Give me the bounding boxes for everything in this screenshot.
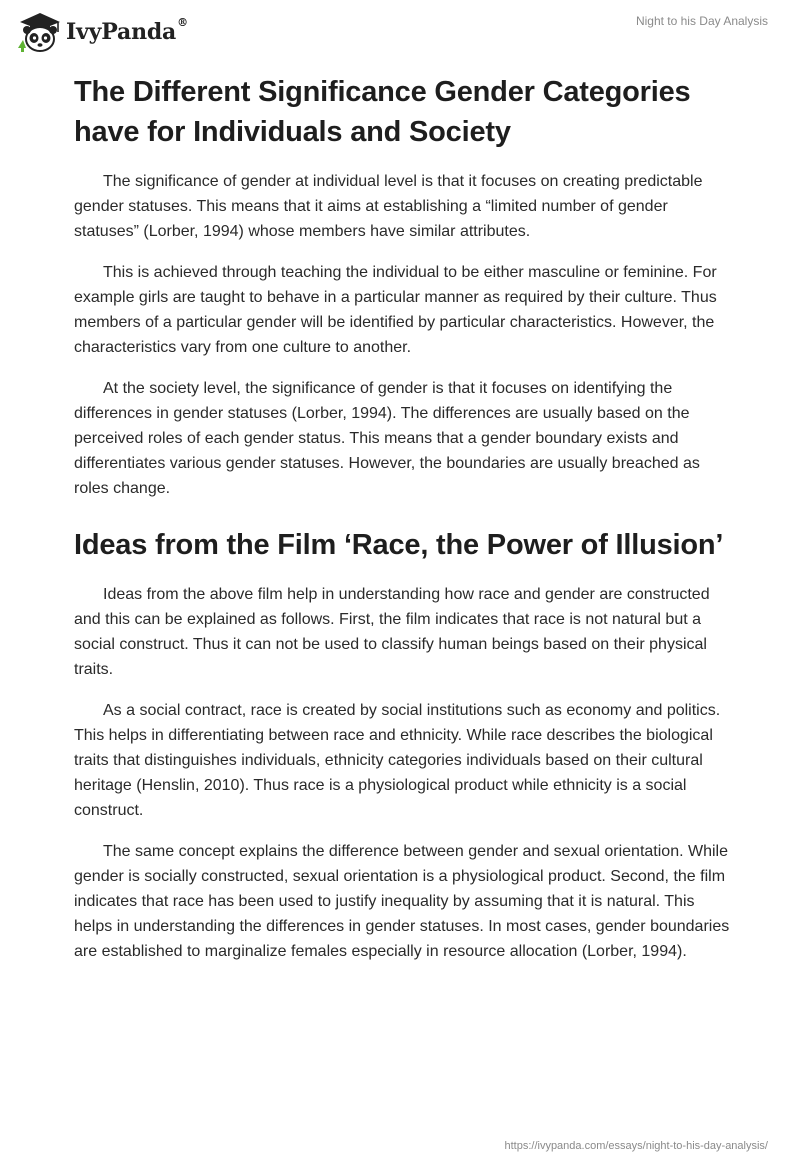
document-title: Night to his Day Analysis [635,14,768,28]
paragraph: The significance of gender at individual level is that it focuses on creating predictable gender statuses. This means that it aims at establishing a “limited number of gender statuses” (Lorber, 1994) whose members have similar attributes. [74,173,703,240]
paragraph: The same concept explains the difference between gender and sexual orientation. While gender is socially constructed, sexual orientation is a physiological product. Second, the film indicates that race has been used to justify inequality by assuming that it is natural. This helps in understanding the differences in gender statuses. In most cases, gender boundaries are established to marginalize females especially in resource allocation (Lorber, 1994). [74,843,730,960]
section-heading: The Different Significance Gender Categories have for Individuals and Society [74,76,691,148]
ivypanda-logo[interactable] [14,8,188,56]
paragraph: At the society level, the significance of gender is that it focuses on identifying the differences in gender statuses (Lorber, 1994). The differences are usually based on the perceived roles of each gender status. This means that a gender boundary exists and differentiates various gender statuses. However, the boundaries are usually breached as roles change. [74,380,700,497]
article-body [74,72,734,980]
panda-graduate-icon [14,8,62,56]
section-heading: Ideas from the Film ‘Race, the Power of Illusion’ [74,529,724,561]
source-url[interactable]: https://ivypanda.com/essays/night-to-his-day-analysis/ [504,1140,768,1152]
section-film-ideas [74,525,734,964]
paragraph: This is achieved through teaching the individual to be either masculine or feminine. For example girls are taught to behave in a particular manner as required by their culture. Thus members of a particular gender will be identified by particular characteristics. However, the characteristics vary from one culture to another. [74,264,717,356]
section-gender-significance [74,72,734,501]
brand-name: IvyPanda® [66,16,188,45]
paragraph: As a social contract, race is created by social institutions such as economy and politics. This helps in differentiating between race and ethnicity. While race describes the biological traits that distinguishes individuals, ethnicity categories individuals based on their cultural heritage (Henslin, 2010). Thus race is a physiological product while ethnicity is a social construct. [74,702,721,819]
page-header [0,0,800,70]
registered-mark: ® [177,16,188,29]
paragraph: Ideas from the above film help in understanding how race and gender are constructed and this can be explained as follows. First, the film indicates that race is not natural but a social construct. Thus it can not be used to classify human beings based on their physical traits. [74,586,710,678]
